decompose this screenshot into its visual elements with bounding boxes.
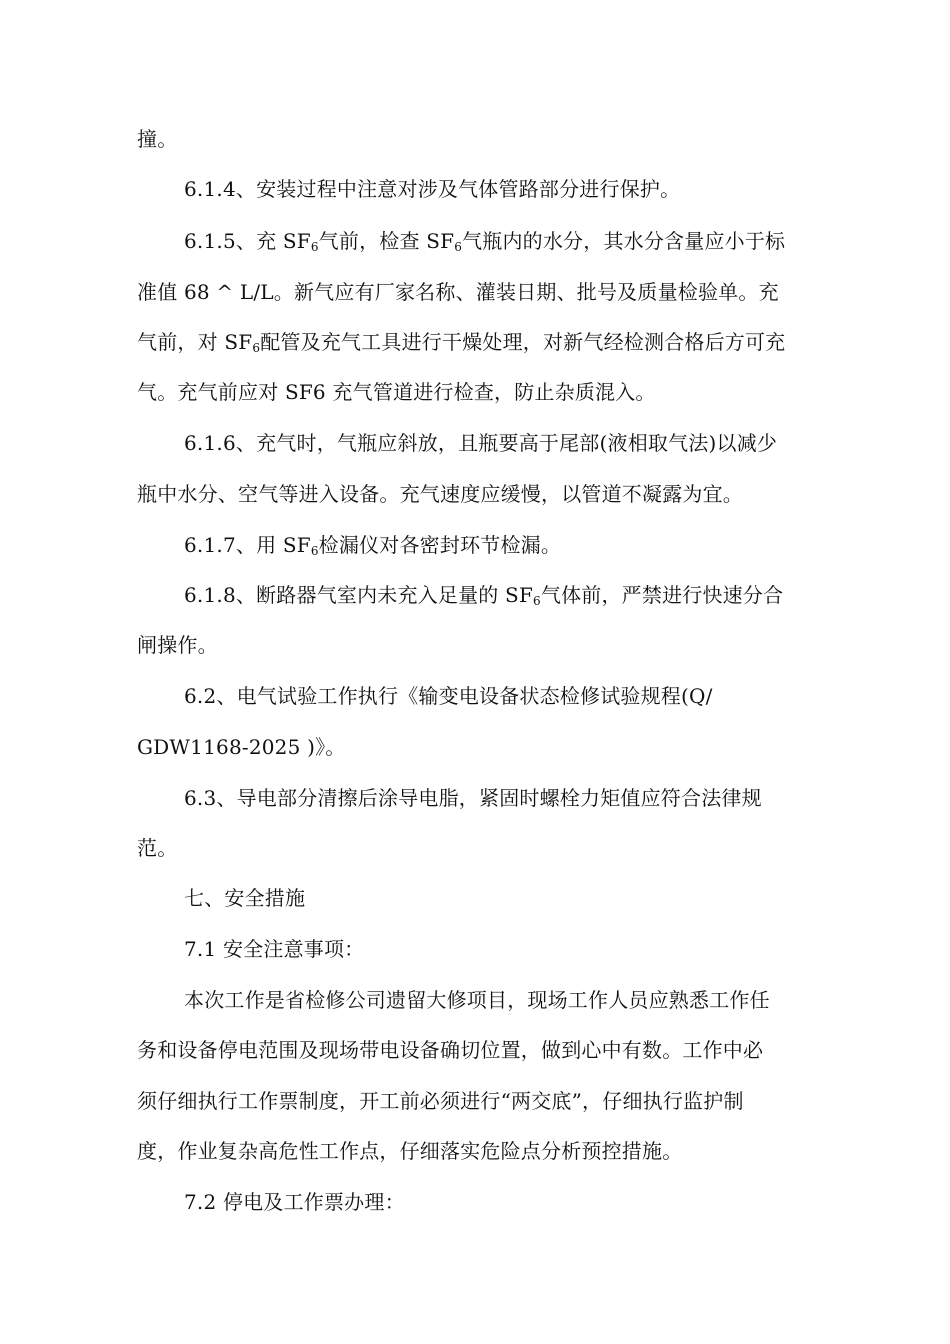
text-line-10: 6.1.8、断路器气室内未充入足量的 $SF_6$气体前，严禁进行快速分合 [184,583,784,608]
text-line-8: 瓶中水分、空气等进入设备。充气速度应缓慢，以管道不凝露为宜。 [137,482,743,506]
text-line-17: 务和设备停电范围及现场带电设备确切位置，做到心中有数。工作中必 [137,1038,764,1062]
text-line-11: 闸操作。 [137,633,218,657]
text-line-16: 本次工作是省检修公司遗留大修项目，现场工作人员应熟悉工作任 [184,988,770,1012]
text-line-6: 气。充气前应对 SF6 充气管道进行检查，防止杂质混入。 [137,380,656,404]
text-line-7: 6.1.6、充气时，气瓶应斜放，且瓶要高于尾部(液相取气法)以减少 [184,431,778,455]
subscript-6: 6 [533,594,541,608]
text-line-19: 度，作业复杂高危性工作点，仔细落实危险点分析预控措施。 [137,1139,683,1163]
subscript-6: 6 [310,240,319,254]
text-line-14: 6.3、导电部分清擦后涂导电脂，紧固时螺栓力矩值应符合法律规 [184,786,762,810]
section-heading: 七、安全措施 [184,886,306,910]
subscript-6: 6 [252,341,261,355]
text-line-5: 气前，对 $SF_6$配管及充气工具进行干燥处理，对新气经检测合格后方可充 [137,330,786,355]
text-line-2: 6.1.4、安装过程中注意对涉及气体管路部分进行保护。 [184,177,681,201]
text-line-1: 撞。 [137,127,178,151]
subsection-heading: 7.1 安全注意事项： [184,937,365,961]
text-line-18: 须仔细执行工作票制度，开工前必须进行“两交底”，仔细执行监护制 [137,1089,744,1113]
text-line-4: 准值 68 ^ L/L。新气应有厂家名称、灌装日期、批号及质量检验单。充 [137,280,779,304]
subscript-6: 6 [454,240,463,254]
text-line-12: 6.2、电气试验工作执行《输变电设备状态检修试验规程(Q/ [184,684,713,708]
text-line-13: GDW1168-2025 )》。 [137,735,346,759]
text-line-15: 范。 [137,836,178,860]
subscript-6: 6 [310,544,319,558]
text-line-3: 6.1.5、充 $SF_6$气前，检查 $SF_6$气瓶内的水分，其水分含量应小于标 [184,229,786,254]
text-line-9: 6.1.7、用 $SF_6$检漏仪对各密封环节检漏。 [184,533,562,558]
subsection-heading: 7.2 停电及工作票办理： [184,1190,405,1214]
